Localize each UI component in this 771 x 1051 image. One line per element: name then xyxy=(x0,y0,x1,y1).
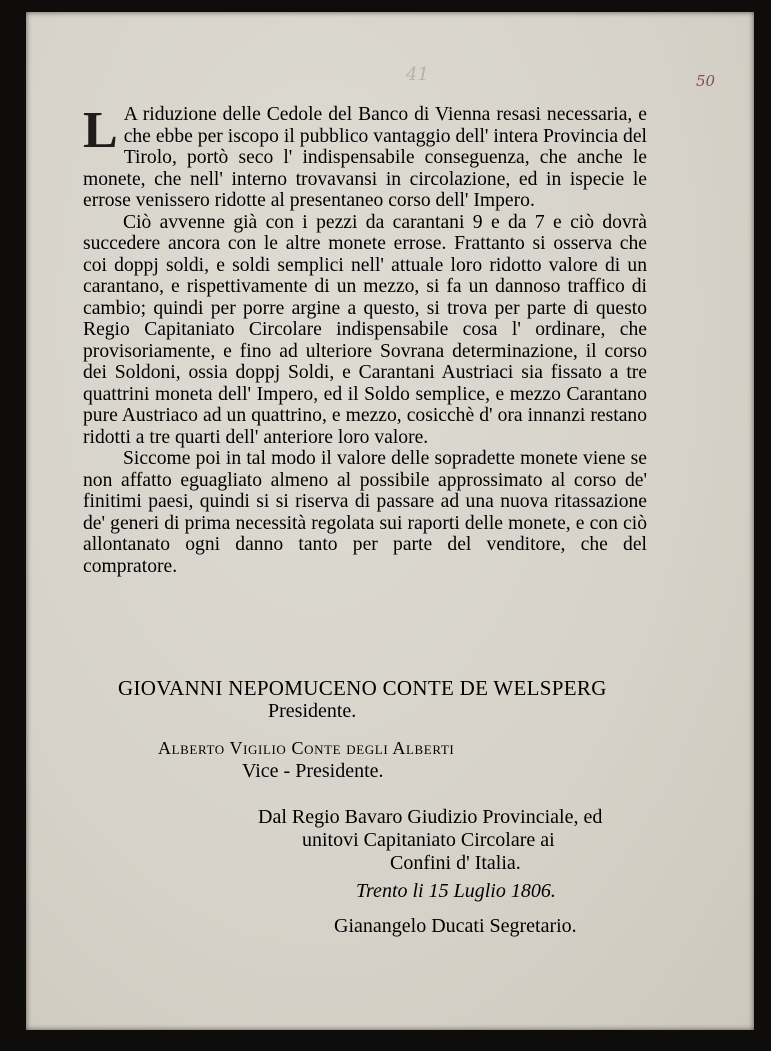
president-name: GIOVANNI NEPOMUCENO CONTE DE WELSPERG xyxy=(118,676,607,700)
issuing-authority xyxy=(258,806,658,875)
issuer-line-1: Dal Regio Bavaro Giudizio Provinciale, ed xyxy=(258,806,603,828)
vice-president-title: Vice - Presidente. xyxy=(242,760,384,782)
date-line: Trento li 15 Luglio 1806. xyxy=(356,880,556,902)
decree-paragraph-1 xyxy=(83,104,647,212)
secretary-signature: Gianangelo Ducati Segretario. xyxy=(334,915,577,937)
decree-paragraph-1-text: A riduzione delle Cedole del Banco di Vienna resasi necessaria, e che ebbe per iscopo il pubblico vantaggio dell' intera Provincia del Tirolo, portò seco l' indispensabile conseguenza, che anche le monete, che nell' interno trovavansi in circolazione, ed in ispecie le errose venissero ridotte al presentaneo corso dell' Impero. xyxy=(83,104,647,211)
decree-paragraph-3: Siccome poi in tal modo il valore delle sopradette monete viene se non affatto eguagliato almeno al possibile approssimato al corso de' finitimi paesi, quindi si si riserva di passare ad una nuova ritassazione de' generi di prima necessità regolata sui raporti delle monete, e con ciò allontanato ogni danno tanto per parte del venditore, che del compratore. xyxy=(83,448,647,577)
issuer-line-3: Confini d' Italia. xyxy=(390,852,521,874)
president-title: Presidente. xyxy=(268,700,357,722)
decree-paragraph-2: Ciò avvenne già con i pezzi da carantani 9 e da 7 e ciò dovrà succedere ancora con le altre monete errose. Frattanto si osserva che coi doppj soldi, e soldi semplici nell' attuale loro ridotto valore di un carantano, e rispettivamente di un mezzo, si fa un dannoso traffico di cambio; quindi per porre argine a questo, si trova per parte di questo Regio Capitaniato Circolare indispensabile cosa l' ordinare, che provisoriamente, e fino ad ulteriore Sovrana determinazione, il corso dei Soldoni, ossia doppj Soldi, e Carantani Austriaci sia fissato a tre quattrini moneta dell' Impero, ed il Soldo semplice, e mezzo Carantano pure Austriaco ad un quattrino, e mezzo, cosicchè d' ora innanzi restano ridotti a tre quarti dell' anteriore loro valore. xyxy=(83,211,647,448)
faint-pencil-mark: 41 xyxy=(406,64,429,85)
vice-president-name: Alberto Vigilio Conte degli Alberti xyxy=(158,738,455,758)
issuer-line-2: unitovi Capitaniato Circolare ai xyxy=(302,829,555,851)
drop-cap-initial: L xyxy=(83,102,118,159)
folio-number: 50 xyxy=(696,72,716,90)
decree-body xyxy=(83,104,647,577)
